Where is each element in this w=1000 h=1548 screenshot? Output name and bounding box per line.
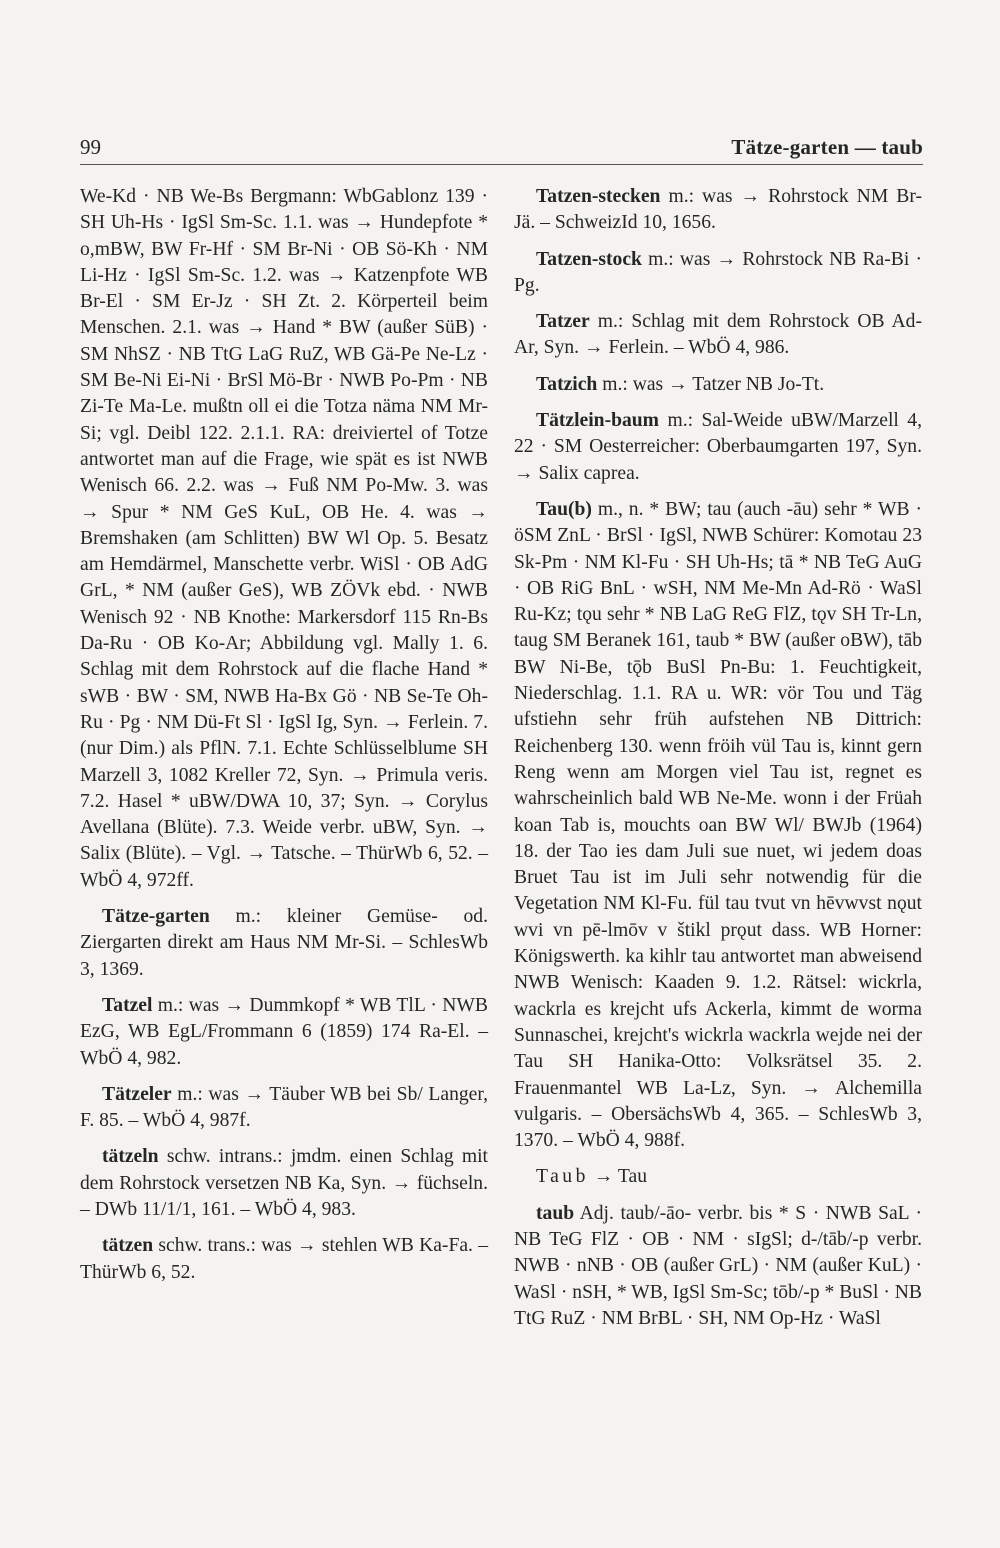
entry-lemma: Tatzer <box>536 311 590 333</box>
entry-lemma: Tatzen-stecken <box>536 186 661 207</box>
entry-text: m.: Sal-Weide uBW/Marzell 4, 22 · SM Oesterreicher: Oberbaumgarten 197, Syn. → Salix caprea. <box>514 410 922 484</box>
entry-taetze-garten <box>80 904 488 983</box>
entry-taub-reference <box>514 1164 922 1190</box>
entry-text: m., n. * BW; tau (auch -āu) sehr * WB · öSM ZnL · BrSl · IgSl, NWB Schürer: Komotau 23 Sk-Pm · NM Kl-Fu · SH Uh-Hs; tā * NB TeG AuG · OB RiG BnL · wSH, NM Me-Mn Ad-Rö · WaSl Ru-Kz; tǫu sehr * NB LaG ReG FlZ, tǫv SH Tr-Ln, taug SM Beranek 161, taub * BW (außer oBW), tāb BW Ni-Be, tǭb BuSl Pn-Bu: 1. Feuchtigkeit, Niederschlag. 1.1. RA u. WR: vör Tou und Täg ufstiehn sehr früh aufstehen NB Dittrich: Reichenberg 130. wenn fröih vül Tau is, kinnt gern Reng wenn am Morgen viel Tau ist, regnet es wahrscheinlich bald WB Ne-Me. wonn i der Früah koan Tab is, mouchts oan BW Wl/ BWJb (1964) 18. der Tao ies dam Juli sue nuet, wi jedem doas Bruet Tau ist im Juli sehr notwendig für die Vegetation NM Kl-Fu. fül tau tvut vn hēvwvst nǫut wvi vn pē-lmōv v štikl prǫut dass. WB Horner: Königswerth. ka kihlr tau antwortet man abweisend NWB Wenisch: Kaaden 9. 1.2. Rätsel: wickrla, wackrla es krejcht ufs Ackerla, kimmt de worma Sunnaschei, krejcht's wickrla wackrla wejde nei der Tau SH Hanika-Otto: Volksrätsel 35. 2. Frauenmantel WB La-Lz, Syn. → Alchemilla vulgaris. – ObersächsWb 4, 365. – SchlesWb 3, 1370. – WbÖ 4, 988f. <box>514 498 922 1152</box>
entry-lemma: Tatzich <box>536 373 598 395</box>
entry-taetzlein-baum <box>514 408 922 487</box>
entry-text: schw. trans.: was → stehlen WB Ka-Fa. – ThürWb 6, 52. <box>80 1235 488 1283</box>
entry-tatzel <box>80 993 488 1072</box>
entry-lemma: tätzeln <box>102 1146 159 1168</box>
entry-tatzer <box>514 309 922 362</box>
entry-lemma: Taub <box>536 1166 589 1188</box>
entry-taetzeler <box>80 1082 488 1135</box>
entry-text: Adj. taub/-āo- verbr. bis * S · NWB SaL · NB TeG FlZ · OB · NM · sIgSl; d-/tāb/-p verbr. NWB · nNB · OB (außer GrL) · NM (außer KuL) · WaSl · nSH, * WB, IgSl Sm-Sc; tōb/-p * BuSl · NB TtG RuZ · NM BrBL · SH, NM Op-Hz · WaSl <box>514 1202 922 1329</box>
continued-entry-text: We-Kd · NB We-Bs Bergmann: WbGablonz 139 · SH Uh-Hs · IgSl Sm-Sc. 1.1. was → Hundepfote * o,mBW, BW Fr-Hf · SM Br-Ni · OB Sö-Kh · NM Li-Hz · IgSl Sm-Sc. 1.2. was → Katzenpfote WB Br-El · SM Er-Jz · SH Zt. 2. Körperteil beim Menschen. 2.1. was → Hand * BW (außer SüB) · SM NhSZ · NB TtG LaG RuZ, WB Gä-Pe Ne-Lz · SM Be-Ni Ei-Ni · BrSl Mö-Br · NWB Po-Pm · NB Zi-Te Ma-Le. mußtn oll ei die Totza näma NM Mr-Si; vgl. Deibl 122. 2.1.1. RA: dreiviertel of Totze antwortet man auf die Frage, wie spät es ist NWB Wenisch 66. 2.2. was → Fuß NM Po-Mw. 3. was → Spur * NM GeS KuL, OB He. 4. was → Bremshaken (am Schlitten) BW Wl Op. 5. Besatz am Hemdärmel, Manschette verbr. WiSl · OB AdG GrL, * NM (außer GeS), WB ZÖVk ebd. · NWB Wenisch 92 · NB Knothe: Markersdorf 115 Rn-Bs Da-Ru · OB Ko-Ar; Abbildung vgl. Mally 1. 6. Schlag mit dem Rohrstock auf die flache Hand * sWB · BW · SM, NWB Ha-Bx Gö · NB Se-Te Oh-Ru · Pg · NM Dü-Ft Sl · IgSl Ig, Syn. → Ferlein. 7. (nur Dim.) als PflN. 7.1. Echte Schlüsselblume SH Marzell 3, 1082 Kreller 72, Syn. → Primula veris. 7.2. Hasel * uBW/DWA 10, 37; Syn. → Corylus Avellana (Blüte). 7.3. Weide verbr. uBW, Syn. → Salix (Blüte). – Vgl. → Tatsche. – ThürWb 6, 52. – WbÖ 4, 972ff. <box>80 186 488 891</box>
entry-lemma: Tau(b) <box>536 498 592 520</box>
entry-tatzen-stock <box>514 247 922 300</box>
entry-taub-adj <box>514 1201 922 1332</box>
entry-text: m.: was → Rohrstock NB Ra-Bi · Pg. <box>514 248 922 296</box>
entry-lemma: Tätze-garten <box>102 906 210 928</box>
page-number: 99 <box>80 135 101 159</box>
left-column <box>80 184 488 1296</box>
header-rule <box>80 164 923 165</box>
entry-lemma: tätzen <box>102 1235 154 1257</box>
entry-text: m.: kleiner Gemüse- od. Ziergarten direkt am Haus NM Mr-Si. – SchlesWb 3, 1369. <box>80 906 488 980</box>
entry-text: m.: was → Rohrstock NM Br-Jä. – SchweizId 10, 1656. <box>514 186 922 234</box>
entry-tau-b <box>514 497 922 1154</box>
entry-taetzen <box>80 1233 488 1286</box>
right-column <box>514 184 922 1342</box>
entry-lemma: Tätzeler <box>102 1083 172 1105</box>
entry-lemma: Tatzel <box>102 994 153 1016</box>
entry-tatzen-stecken <box>514 184 922 237</box>
running-title: Tätze-garten — taub <box>731 135 923 159</box>
entry-tatzich <box>514 372 922 398</box>
running-head <box>80 134 923 160</box>
entry-text: m.: was → Tatzer NB Jo-Tt. <box>597 373 825 395</box>
entry-text: m.: was → Täuber WB bei Sb/ Langer, F. 85. – WbÖ 4, 987f. <box>80 1083 488 1132</box>
entry-lemma: taub <box>536 1202 575 1224</box>
entry-lemma: Tätzlein-baum <box>536 410 660 432</box>
entry-text: m.: was → Dummkopf * WB TlL · NWB EzG, WB EgL/Frommann 6 (1859) 174 Ra-El. – WbÖ 4, 982. <box>80 994 488 1069</box>
entry-text: m.: Schlag mit dem Rohrstock OB Ad-Ar, Syn. → Ferlein. – WbÖ 4, 986. <box>514 311 922 359</box>
entry-taetzeln <box>80 1144 488 1223</box>
entry-text: schw. intrans.: jmdm. einen Schlag mit dem Rohrstock versetzen NB Ka, Syn. → füchseln. – DWb 11/1/1, 161. – WbÖ 4, 983. <box>80 1146 488 1220</box>
entry-text: → Tau <box>588 1166 648 1188</box>
entry-lemma: Tatzen-stock <box>536 248 642 270</box>
